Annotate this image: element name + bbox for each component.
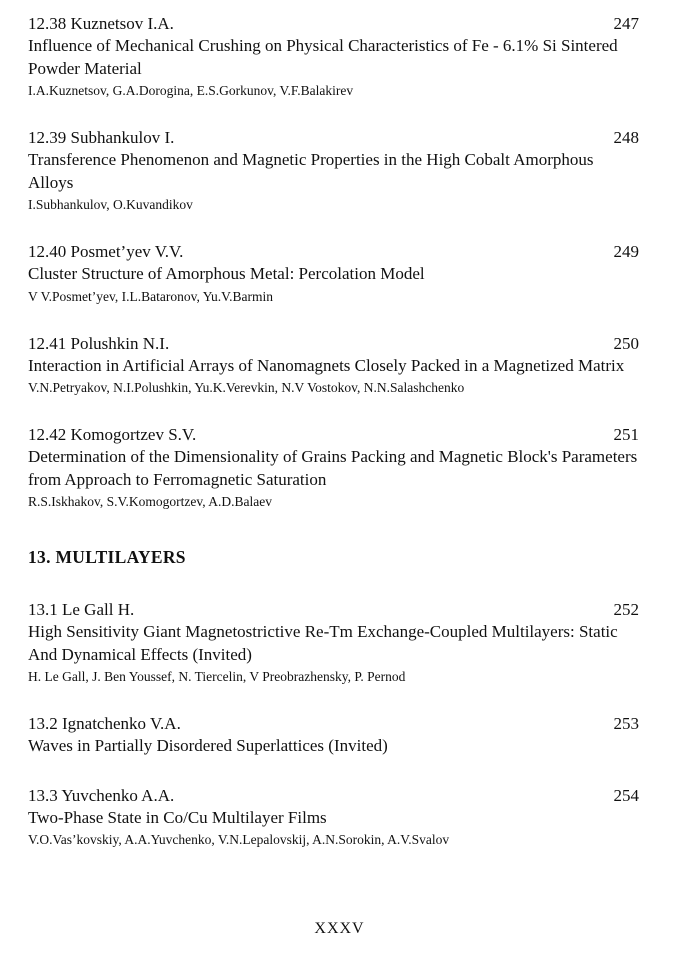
toc-entry-12-39 (28, 126, 653, 214)
entry-title: Interaction in Artificial Arrays of Nanomagnets Closely Packed in a Magnetized Matrix (28, 355, 625, 375)
entry-page-number: 253 (613, 714, 639, 733)
entry-title: Two-Phase State in Co/Cu Multilayer Films (28, 807, 327, 827)
entry-authors: H. Le Gall, J. Ben Youssef, N. Tiercelin, V Preobrazhensky, P. Pernod (28, 669, 406, 684)
entry-head (28, 12, 653, 35)
entry-title: High Sensitivity Giant Magnetostrictive Re-Tm Exchange-Coupled Multilayers: Static And Dynamical Effects (Invited) (28, 622, 618, 664)
entry-head (28, 240, 653, 263)
entry-page-number: 254 (613, 785, 639, 805)
entry-head (28, 126, 653, 149)
entry-authors: V.N.Petryakov, N.I.Polushkin, Yu.K.Verevkin, N.V Vostokov, N.N.Salashchenko (28, 380, 465, 395)
entry-head (28, 423, 653, 446)
entry-authors: V.O.Vas’kovskiy, A.A.Yuvchenko, V.N.Lepalovskij, A.N.Sorokin, A.V.Svalov (28, 832, 450, 847)
entry-title: Determination of the Dimensionality of Grains Packing and Magnetic Block's Parameters from Approach to Ferromagnetic Saturation (28, 447, 638, 489)
entry-page-number: 251 (613, 425, 639, 444)
entry-heading: 12.38 Kuznetsov I.A. (28, 14, 174, 33)
entry-title: Transference Phenomenon and Magnetic Properties in the High Cobalt Amorphous Alloys (28, 150, 594, 192)
entry-head (28, 784, 653, 807)
toc-entry-12-38 (28, 12, 653, 100)
entry-heading: 13.2 Ignatchenko V.A. (28, 714, 181, 733)
entry-title: Influence of Mechanical Crushing on Physical Characteristics of Fe - 6.1% Si Sintered Powder Material (28, 36, 618, 78)
entry-head (28, 598, 653, 621)
toc-entry-13-2 (28, 712, 653, 758)
entry-heading: 12.42 Komogortzev S.V. (28, 425, 197, 444)
entry-page-number: 248 (613, 128, 639, 147)
entry-heading: 12.40 Posmet’yev V.V. (28, 242, 184, 261)
entry-head (28, 332, 653, 355)
toc-entry-13-3 (28, 784, 653, 850)
page-number-footer: XXXV (314, 920, 365, 937)
entry-title: Cluster Structure of Amorphous Metal: Percolation Model (28, 264, 425, 283)
toc-entry-13-1 (28, 598, 653, 686)
entry-authors: I.Subhankulov, O.Kuvandikov (28, 197, 193, 212)
entry-page-number: 249 (613, 242, 639, 261)
toc-entry-12-42 (28, 423, 653, 511)
entry-head (28, 712, 653, 735)
entry-heading: 12.41 Polushkin N.I. (28, 333, 170, 353)
entry-authors: I.A.Kuznetsov, G.A.Dorogina, E.S.Gorkunov, V.F.Balakirev (28, 83, 354, 98)
entry-authors: R.S.Iskhakov, S.V.Komogortzev, A.D.Balaev (28, 494, 272, 509)
entry-heading: 13.3 Yuvchenko A.A. (28, 785, 175, 805)
section-heading-multilayers: 13. MULTILAYERS (28, 547, 186, 567)
toc-entry-12-41 (28, 332, 653, 398)
entry-page-number: 252 (613, 600, 639, 619)
entry-authors: V V.Posmet’yev, I.L.Bataronov, Yu.V.Barmin (28, 288, 273, 304)
entry-title: Waves in Partially Disordered Superlattices (Invited) (28, 736, 388, 755)
entry-heading: 12.39 Subhankulov I. (28, 128, 175, 147)
entry-page-number: 247 (613, 14, 639, 33)
toc-entry-12-40 (28, 240, 653, 306)
entry-page-number: 250 (613, 333, 639, 353)
entry-heading: 13.1 Le Gall H. (28, 600, 135, 619)
